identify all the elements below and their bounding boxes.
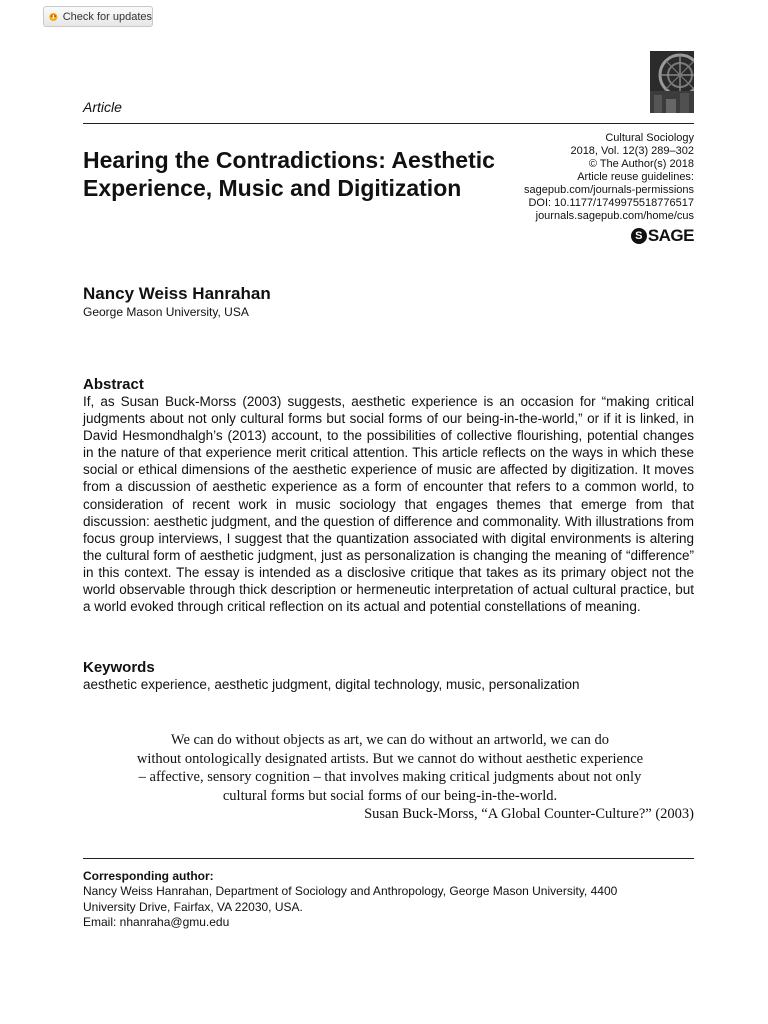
article-title: Hearing the Contradictions: Aesthetic Experience, Music and Digitization — [83, 147, 495, 201]
abstract-heading: Abstract — [83, 376, 144, 393]
corresponding-address-line: Nancy Weiss Hanrahan, Department of Sociology and Anthropology, George Mason University, 4400 — [83, 884, 618, 898]
journal-cover-thumbnail — [650, 51, 694, 113]
keywords-heading: Keywords — [83, 659, 155, 676]
doi-line[interactable]: DOI: 10.1177/1749975518776517 — [528, 197, 694, 209]
check-for-updates-label: Check for updates — [62, 10, 152, 23]
journal-name: Cultural Sociology — [605, 132, 694, 144]
sage-logo — [631, 226, 694, 246]
epigraph-line: We can do without objects as art, we can do without an artworld, we can do — [170, 732, 610, 748]
footnote-divider — [83, 858, 694, 859]
corresponding-author-heading: Corresponding author: — [83, 869, 214, 883]
corresponding-address-line: University Drive, Fairfax, VA 22030, USA. — [83, 899, 303, 914]
journal-info — [434, 132, 694, 223]
epigraph-line: – affective, sensory cognition – that involves making critical judgments about not only — [138, 769, 642, 785]
copyright-line: © The Author(s) 2018 — [588, 158, 694, 170]
epigraph-source: Susan Buck-Morss, “A Global Counter-Culture?” (2003) — [364, 806, 694, 822]
abstract-text: If, as Susan Buck-Morss (2003) suggests, aesthetic experience is an occasion for “making critical judgments about not only cultural forms but social forms of our being-in-the-world,” or if it is linked, in David Hesmondhalgh’s (2013) account, to the possibilities of collective flourishing, potential changes in the nature of that experience merit critical attention. This article reflects on the ways in which these social or ethical dimensions of the aesthetic experience of music are affected by digitization. It moves from a discussion of aesthetic experience as a form of encounter that refers to a common world, to consideration of recent work in music sociology that engages themes that emerge from that discussion: aesthetic judgment, and the question of difference and commonality. With illustrations from focus group interviews, I suggest that the quantization associated with digital environments is altering the cultural form of aesthetic judgment, just as personalization is changing the meaning of “difference” in this context. The essay is intended as a disclosive critique that takes as its primary object not the world observable through thick description or hermeneutic interpretation of actual cultural practice, but a world evoked through critical reflection on its actual and potential constellations of meaning. — [83, 394, 694, 615]
journal-cover-image — [650, 51, 694, 113]
article-type-label: Article — [83, 99, 122, 115]
update-badge-icon — [49, 10, 58, 24]
corresponding-email[interactable]: Email: nhanraha@gmu.edu — [83, 915, 230, 929]
permissions-link[interactable]: sagepub.com/journals-permissions — [524, 184, 694, 196]
check-for-updates-button[interactable] — [43, 6, 153, 27]
header-divider — [83, 123, 694, 124]
epigraph-line: without ontologically designated artists. But we cannot do without aesthetic experience — [136, 750, 644, 767]
reuse-guidelines-label: Article reuse guidelines: — [577, 171, 694, 183]
journal-url-link[interactable]: journals.sagepub.com/home/cus — [535, 210, 694, 222]
sage-logo-mark-icon: S — [631, 228, 647, 244]
journal-volume: 2018, Vol. 12(3) 289–302 — [570, 145, 694, 157]
corresponding-author-details — [83, 884, 694, 931]
epigraph-quote — [100, 731, 680, 805]
author-name: Nancy Weiss Hanrahan — [83, 284, 271, 303]
keywords-list: aesthetic experience, aesthetic judgment, digital technology, music, personalization — [83, 677, 580, 692]
author-affiliation: George Mason University, USA — [83, 305, 249, 319]
epigraph-line: cultural forms but social forms of our being-in-the-world. — [222, 787, 558, 804]
sage-logo-wordmark: SAGE — [647, 226, 694, 245]
